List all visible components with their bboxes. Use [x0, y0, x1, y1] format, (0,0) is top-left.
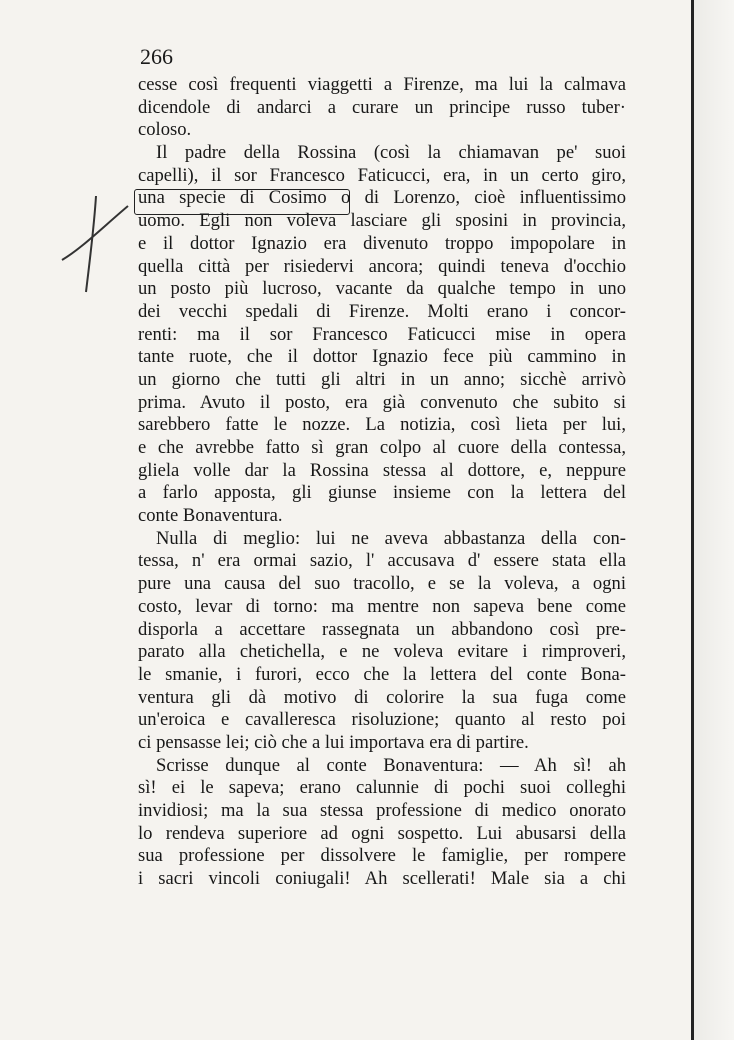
- handwritten-cross-mark: [58, 188, 138, 298]
- text-line: le smanie, i furori, ecco che la lettera del conte Bona-: [138, 663, 626, 685]
- text-line: sì! ei le sapeva; erano calunnie di pochi suoi colleghi: [138, 777, 626, 799]
- body-text: [138, 74, 626, 891]
- text-line: conte Bonaventura.: [138, 505, 283, 527]
- text-line: a farlo apposta, gli giunse insieme con la lettera del: [138, 482, 626, 504]
- text-line: sua professione per dissolvere le famiglie, per rompere: [138, 845, 626, 867]
- text-line: Il padre della Rossina (così la chiamavan pe' suoi: [156, 142, 626, 164]
- text-line: un'eroica e cavalleresca risoluzione; quanto al resto poi: [138, 709, 626, 731]
- text-line: disporla a accettare rassegnata un abbandono così pre-: [138, 618, 626, 640]
- text-line: dicendole di andarci a curare un principe russo tuber·: [138, 96, 626, 118]
- text-line: coloso.: [138, 119, 192, 141]
- text-line: quella città per risiedervi ancora; quindi teneva d'occhio: [138, 255, 626, 277]
- text-line: ventura gli dà motivo di colorire la sua fuga come: [138, 686, 626, 708]
- text-line: costo, levar di torno: ma mentre non sapeva bene come: [138, 595, 626, 617]
- text-line: prima. Avuto il posto, era già convenuto che subito si: [138, 391, 626, 413]
- text-line: e che avrebbe fatto sì gran colpo al cuore della contessa,: [138, 437, 626, 458]
- text-line: pure una causa del suo tracollo, e se la voleva, a ogni: [138, 573, 626, 595]
- text-line: lo rendeva superiore ad ogni sospetto. Lui abusarsi della: [138, 822, 626, 844]
- page-number: 266: [140, 44, 173, 69]
- text-line: i sacri vincoli coniugali! Ah scellerati! Male sia a chi: [138, 868, 626, 890]
- text-line: ci pensasse lei; ciò che a lui importava era di partire.: [138, 731, 529, 753]
- text-line: gliela volle dar la Rossina stessa al dottore, e, neppure: [138, 459, 626, 481]
- text-line: uomo. Egli non voleva lasciare gli sposini in provincia,: [138, 210, 626, 232]
- text-line: Nulla di meglio: lui ne aveva abbastanza della con-: [156, 527, 626, 549]
- text-line: un giorno che tutti gli altri in un anno; sicchè arrivò: [138, 368, 626, 390]
- text-line: parato alla chetichella, e ne voleva evitare i rimproveri,: [138, 641, 626, 663]
- text-line: un posto più lucroso, vacante da qualche tempo in uno: [138, 278, 626, 300]
- text-line: capelli), il sor Francesco Faticucci, era, in un certo giro,: [138, 164, 626, 186]
- text-line: sarebbero fatte le nozze. La notizia, così lieta per lui,: [138, 414, 626, 436]
- binding-edge: [691, 0, 694, 1040]
- text-line: tante ruote, che il dottor Ignazio fece più cammino in: [138, 346, 626, 368]
- text-line: una specie di Cosimo o di Lorenzo, cioè influentissimo: [138, 187, 626, 209]
- text-line: renti: ma il sor Francesco Faticucci mise in opera: [138, 323, 626, 345]
- text-line: e il dottor Ignazio era divenuto troppo impopolare in: [138, 232, 626, 254]
- text-line: invidiosi; ma la sua stessa professione di medico onorato: [138, 800, 626, 821]
- text-line: tessa, n' era ormai sazio, l' accusava d' essere stata ella: [138, 550, 626, 572]
- text-line: cesse così frequenti viaggetti a Firenze, ma lui la calmava: [138, 74, 626, 95]
- page-gutter: [694, 0, 734, 1040]
- text-line: Scrisse dunque al conte Bonaventura: — Ah sì! ah: [156, 754, 626, 776]
- text-line: dei vecchi spedali di Firenze. Molti erano i concor-: [138, 300, 626, 322]
